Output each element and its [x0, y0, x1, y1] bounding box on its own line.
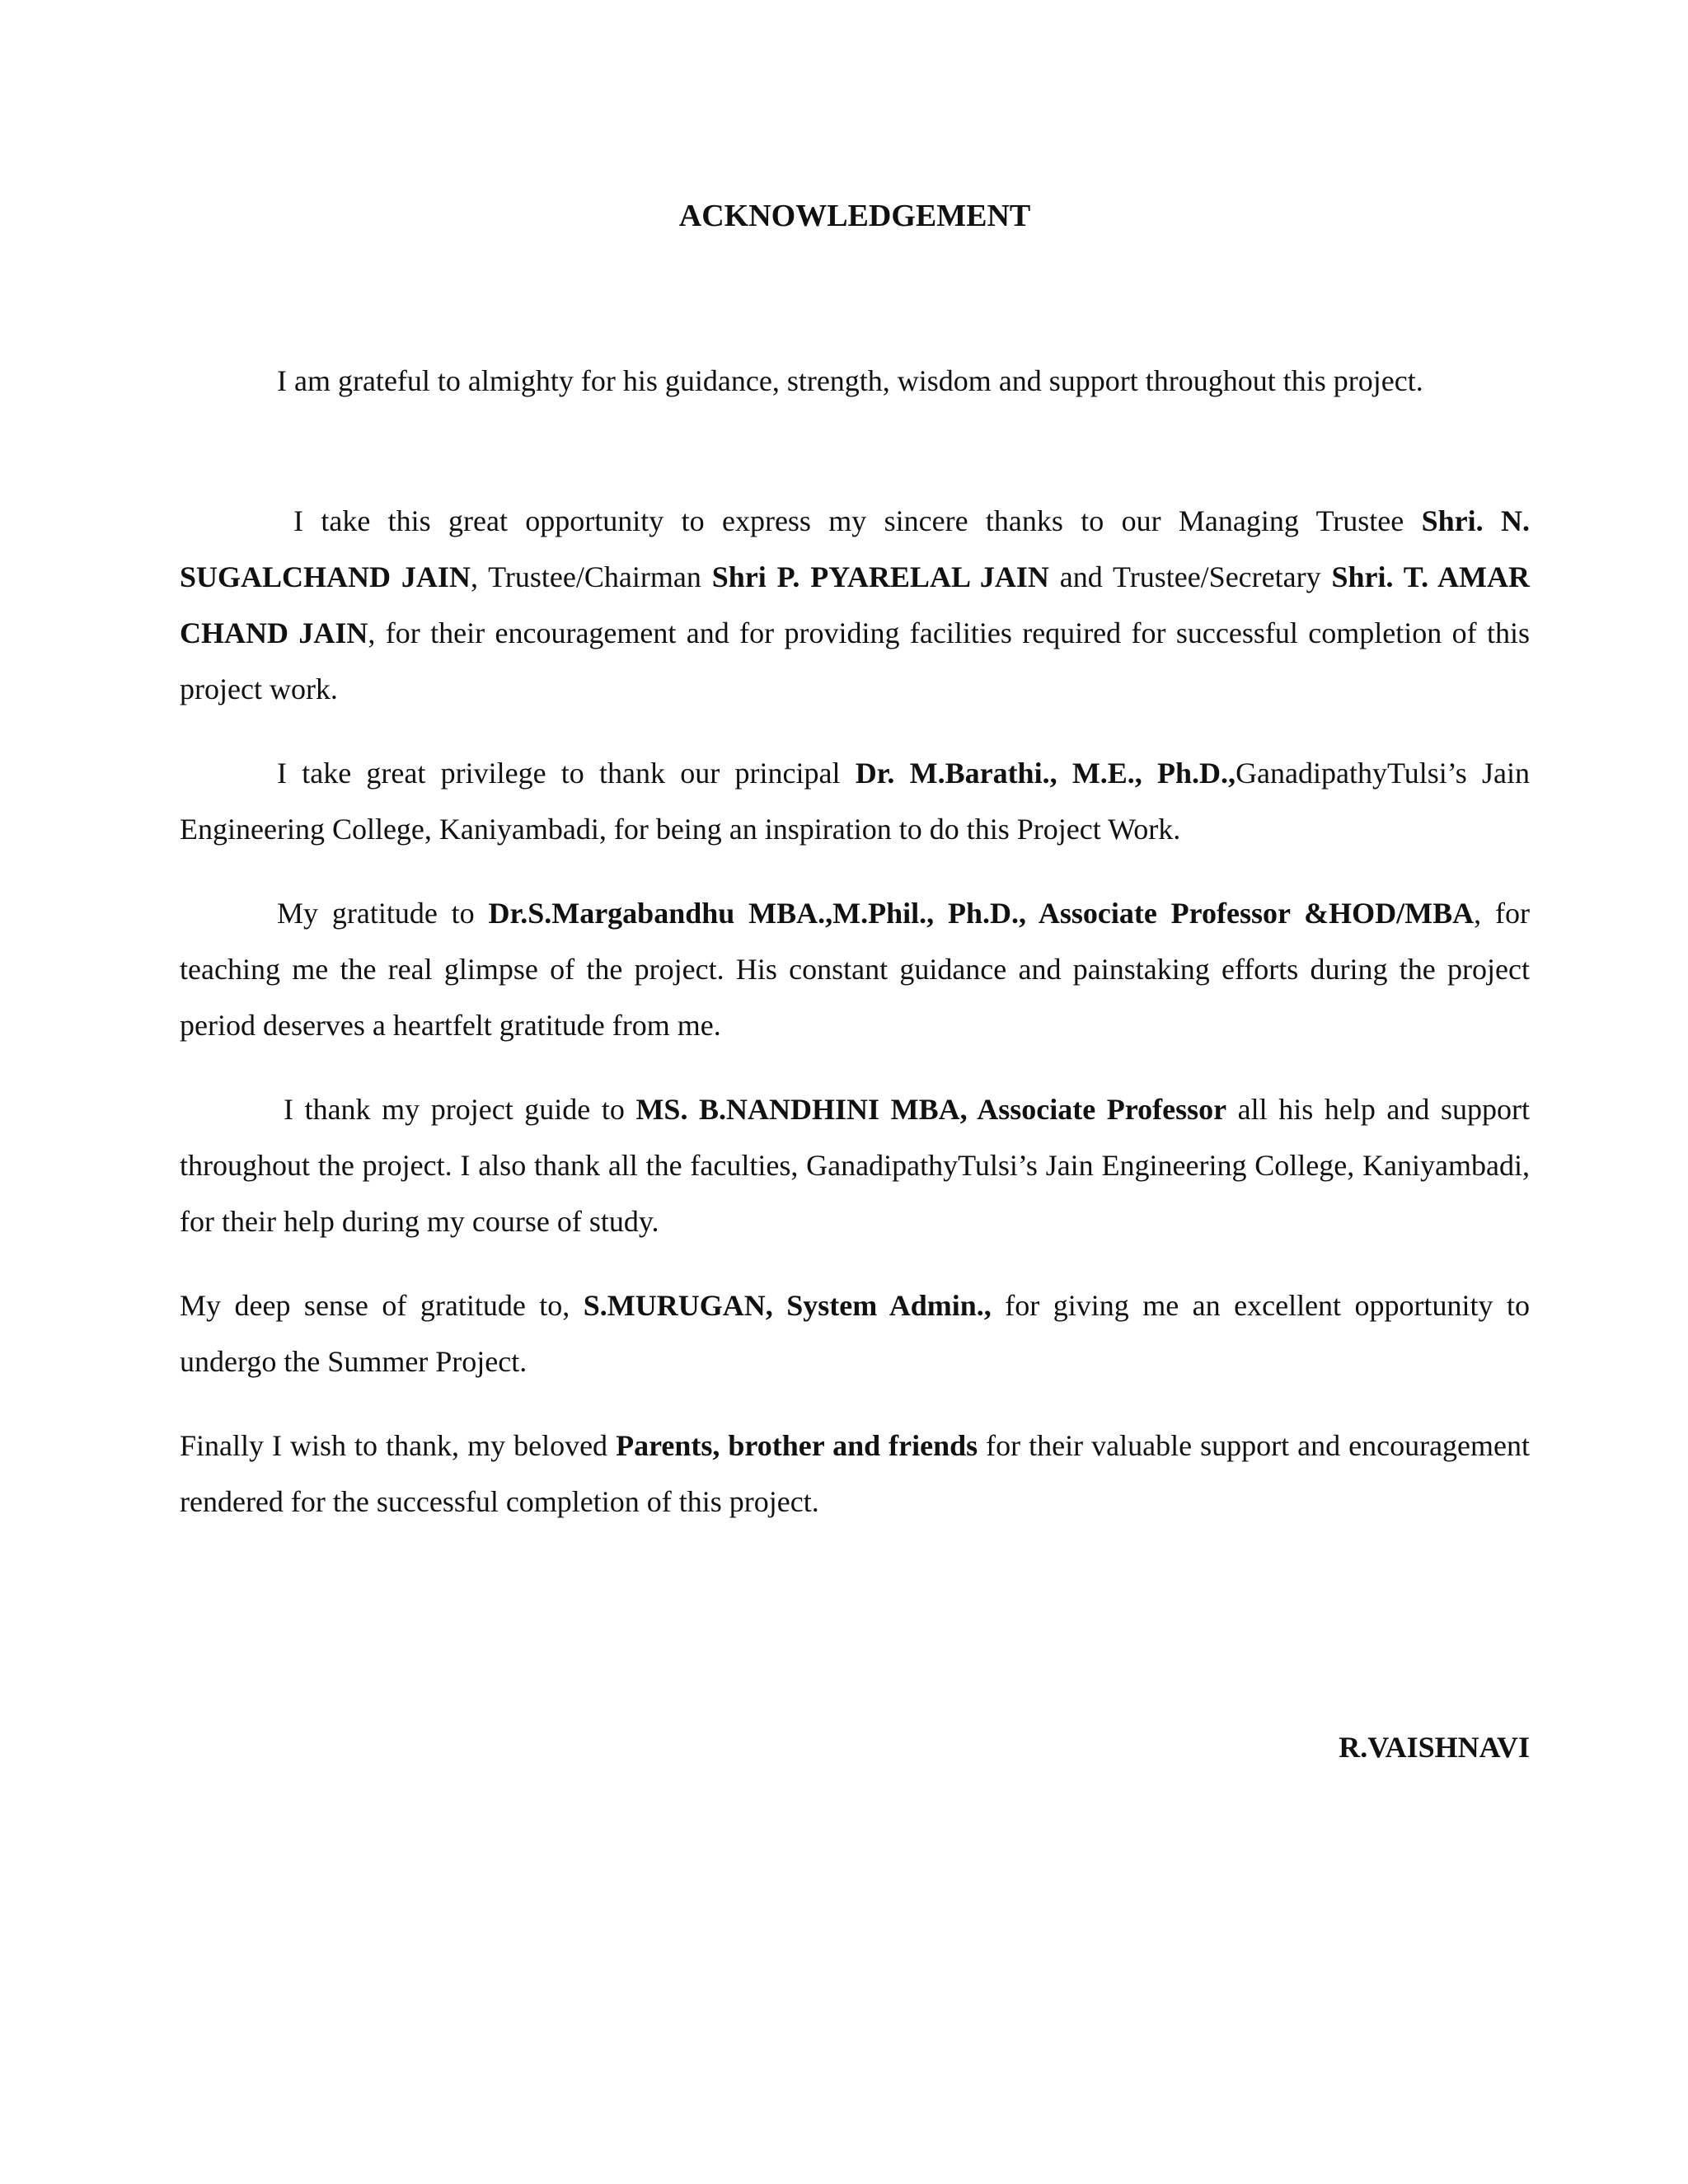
signature-name: R.VAISHNAVI	[1339, 1731, 1530, 1764]
paragraph-text: GanadipathyTulsi’s Jain Engineering College, Kaniyambadi, for being an inspiration to do this Project Work.	[180, 757, 1530, 846]
document-page	[180, 0, 1530, 2184]
paragraph-trustees	[180, 493, 1530, 717]
paragraph-system-admin	[180, 1277, 1530, 1390]
paragraph-text: Finally I wish to thank, my beloved	[180, 1429, 617, 1462]
name-family: Parents, brother and friends	[616, 1429, 978, 1462]
paragraph-guide	[180, 1081, 1530, 1249]
paragraph-text: for their valuable support and encouragement rendered for the successful completion of this project.	[180, 1429, 1531, 1518]
name-guide: MS. B.NANDHINI MBA, Associate Professor	[635, 1093, 1227, 1126]
paragraph-text: I take great privilege to thank our principal	[277, 757, 856, 790]
paragraph-principal	[180, 745, 1530, 857]
paragraph-text: , for their encouragement and for providing facilities required for successful completion of this project work.	[180, 616, 1530, 705]
paragraph-family	[180, 1418, 1530, 1530]
name-system-admin: S.MURUGAN, System Admin.,	[583, 1289, 992, 1322]
paragraph-almighty	[180, 353, 1530, 409]
paragraph-text: , Trustee/Chairman	[470, 560, 712, 593]
name-chairman: Shri P. PYARELAL JAIN	[711, 560, 1049, 593]
page-title: ACKNOWLEDGEMENT	[678, 199, 1031, 233]
paragraph-hod	[180, 885, 1530, 1053]
paragraph-text: and Trustee/Secretary	[1048, 560, 1332, 593]
paragraph-text: all his help and support throughout the project. I also thank all the faculties, GanadipathyTulsi’s Jain Engineering College, Kaniyambadi, for their help during my course of study.	[180, 1093, 1531, 1238]
paragraph-text: for giving me an excellent opportunity to undergo the Summer Project.	[180, 1289, 1531, 1378]
paragraph-text: I am grateful to almighty for his guidance, strength, wisdom and support throughout this project.	[277, 364, 1423, 397]
paragraph-text: My gratitude to	[277, 897, 489, 930]
name-principal: Dr. M.Barathi., M.E., Ph.D.,	[855, 757, 1236, 790]
paragraph-text: I thank my project guide to	[284, 1093, 636, 1126]
name-secretary: Shri. T. AMAR CHAND JAIN	[180, 560, 1530, 649]
paragraph-text: I take this great opportunity to express my sincere thanks to our Managing Trustee	[293, 504, 1422, 537]
name-hod: Dr.S.Margabandhu MBA.,M.Phil., Ph.D., Associate Professor &HOD/MBA	[488, 897, 1475, 930]
name-managing-trustee: Shri. N. SUGALCHAND JAIN	[180, 504, 1530, 593]
paragraph-text: My deep sense of gratitude to,	[180, 1289, 584, 1322]
paragraph-text: , for teaching me the real glimpse of the project. His constant guidance and painstaking efforts during the project period deserves a heartfelt gratitude from me.	[180, 897, 1530, 1042]
